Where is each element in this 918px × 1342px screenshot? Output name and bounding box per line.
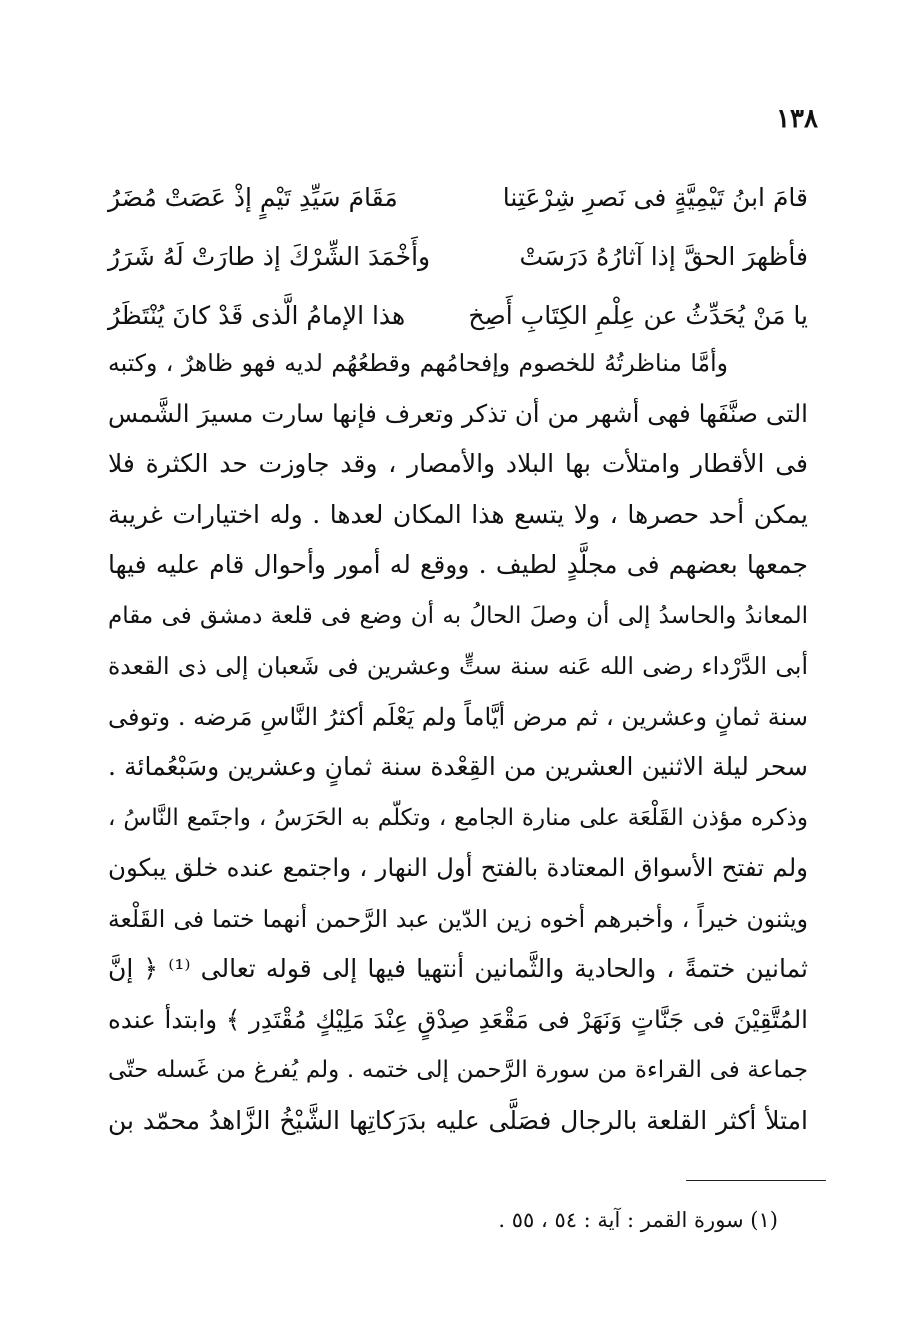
text-line: جماعة فى القراءة من سورة الرَّحمن إلى ختمه . ولم يُفرغ من غَسله حتّى [108,1057,808,1083]
text-line: يمكن أحد حصرها ، ولا يتسع هذا المكان لعدها . وله اختيارات غريبة [108,499,808,529]
text-line: وذكره مؤذن القَلْعَة على منارة الجامع ، وتكلّم به الحَرَسُ ، واجتَمع النَّاسُ ، [108,804,808,831]
verse-second-hemistich: مَقَامَ سَيِّدِ تَيْمٍ إذْ عَصَتْ مُضَرُ [108,183,398,212]
text-line: سنة ثمانٍ وعشرين ، ثم مرض أيَّاماً ولم يَعْلَم أكثرُ النَّاسِ مَرضه . وتوفى [108,702,808,731]
page-number: ١٣٨ [776,104,818,134]
verse-first-hemistich: قامَ ابنُ تَيْمِيَّةٍ فى نَصرِ شِرْعَتِنا [502,183,808,212]
text-line: وأمَّا مناظرتُهُ للخصوم وإفحامُهم وقطعُهُم لديه فهو ظاهرٌ ، وكتبه [108,349,728,377]
text-line: أبى الدَّرْداء رضى الله عَنه سنة ستٍّ وعشرين فى شَعبان إلى ذى القعدة [108,652,808,680]
poem-verse [108,168,808,227]
poem-verse [108,286,808,345]
text-line: ولم تفتح الأسواق المعتادة بالفتح أول النهار ، واجتمع عنده خلق يبكون [108,853,808,882]
text-line: سحر ليلة الاثنين العشرين من القِعْدة سنة ثمانٍ وعشرين وسَبْعُمائة . [108,752,808,781]
footnote: (١) سورة القمر : آية : ٥٤ ، ٥٥ . [498,1208,778,1232]
verse-second-hemistich: وأَخْمَدَ الشِّرْكَ إذ طارَتْ لَهُ شَرَرُ [108,242,431,271]
text-line: جمعها بعضهم فى مجلَّدٍ لطيف . ووقع له أمور وأحوال قام عليه فيها [108,550,808,579]
text-line: المُتَّقِيْنَ فى جَنَّاتٍ وَنَهَرْ فى مَقْعَدِ صِدْقٍ عِنْدَ مَلِيْكٍ مُقْتَدِر ﴾ وابتدأ عنده [108,1004,808,1034]
verse-second-hemistich: هذا الإمامُ الَّذى قَدْ كانَ يُنْتَظَرُ [108,301,406,330]
text-line: ويثنون خيراً ، وأخبرهم أخوه زين الدّين عبد الرَّحمن أنهما ختما فى القَلْعة [108,904,808,933]
footnote-divider [686,1180,826,1181]
text-line: امتلأ أكثر القلعة بالرجال فصَلَّى عليه بدَرَكاتِها الشَّيْخُ الزَّاهدُ محمّد بن [108,1105,808,1135]
text-line: ثمانين ختمةً ، والحادية والثَّمانين أنتهيا فيها إلى قوله تعالى ⁽¹⁾ ﴿ إنَّ [108,954,808,983]
text-line: فى الأقطار وامتلأت بها البلاد والأمصار ، وقد جاوزت حد الكثرة فلا [108,449,808,478]
poem-verse [108,227,808,286]
verse-first-hemistich: يا مَنْ يُحَدِّثُ عن عِلْمِ الكِتَابِ أَصِخ [468,301,808,330]
poem [108,168,808,345]
text-line: المعاندُ والحاسدُ إلى أن وصلَ الحالُ به أن وضع فى قلعة دمشق فى مقام [108,602,808,629]
body-text [108,338,808,1146]
verse-first-hemistich: فأظهرَ الحقَّ إذا آثارُهُ دَرَسَتْ [519,242,808,271]
text-line: التى صنَّفَها فهى أشهر من أن تذكر وتعرف فإنها سارت مسيرَ الشَّمس [108,398,808,428]
